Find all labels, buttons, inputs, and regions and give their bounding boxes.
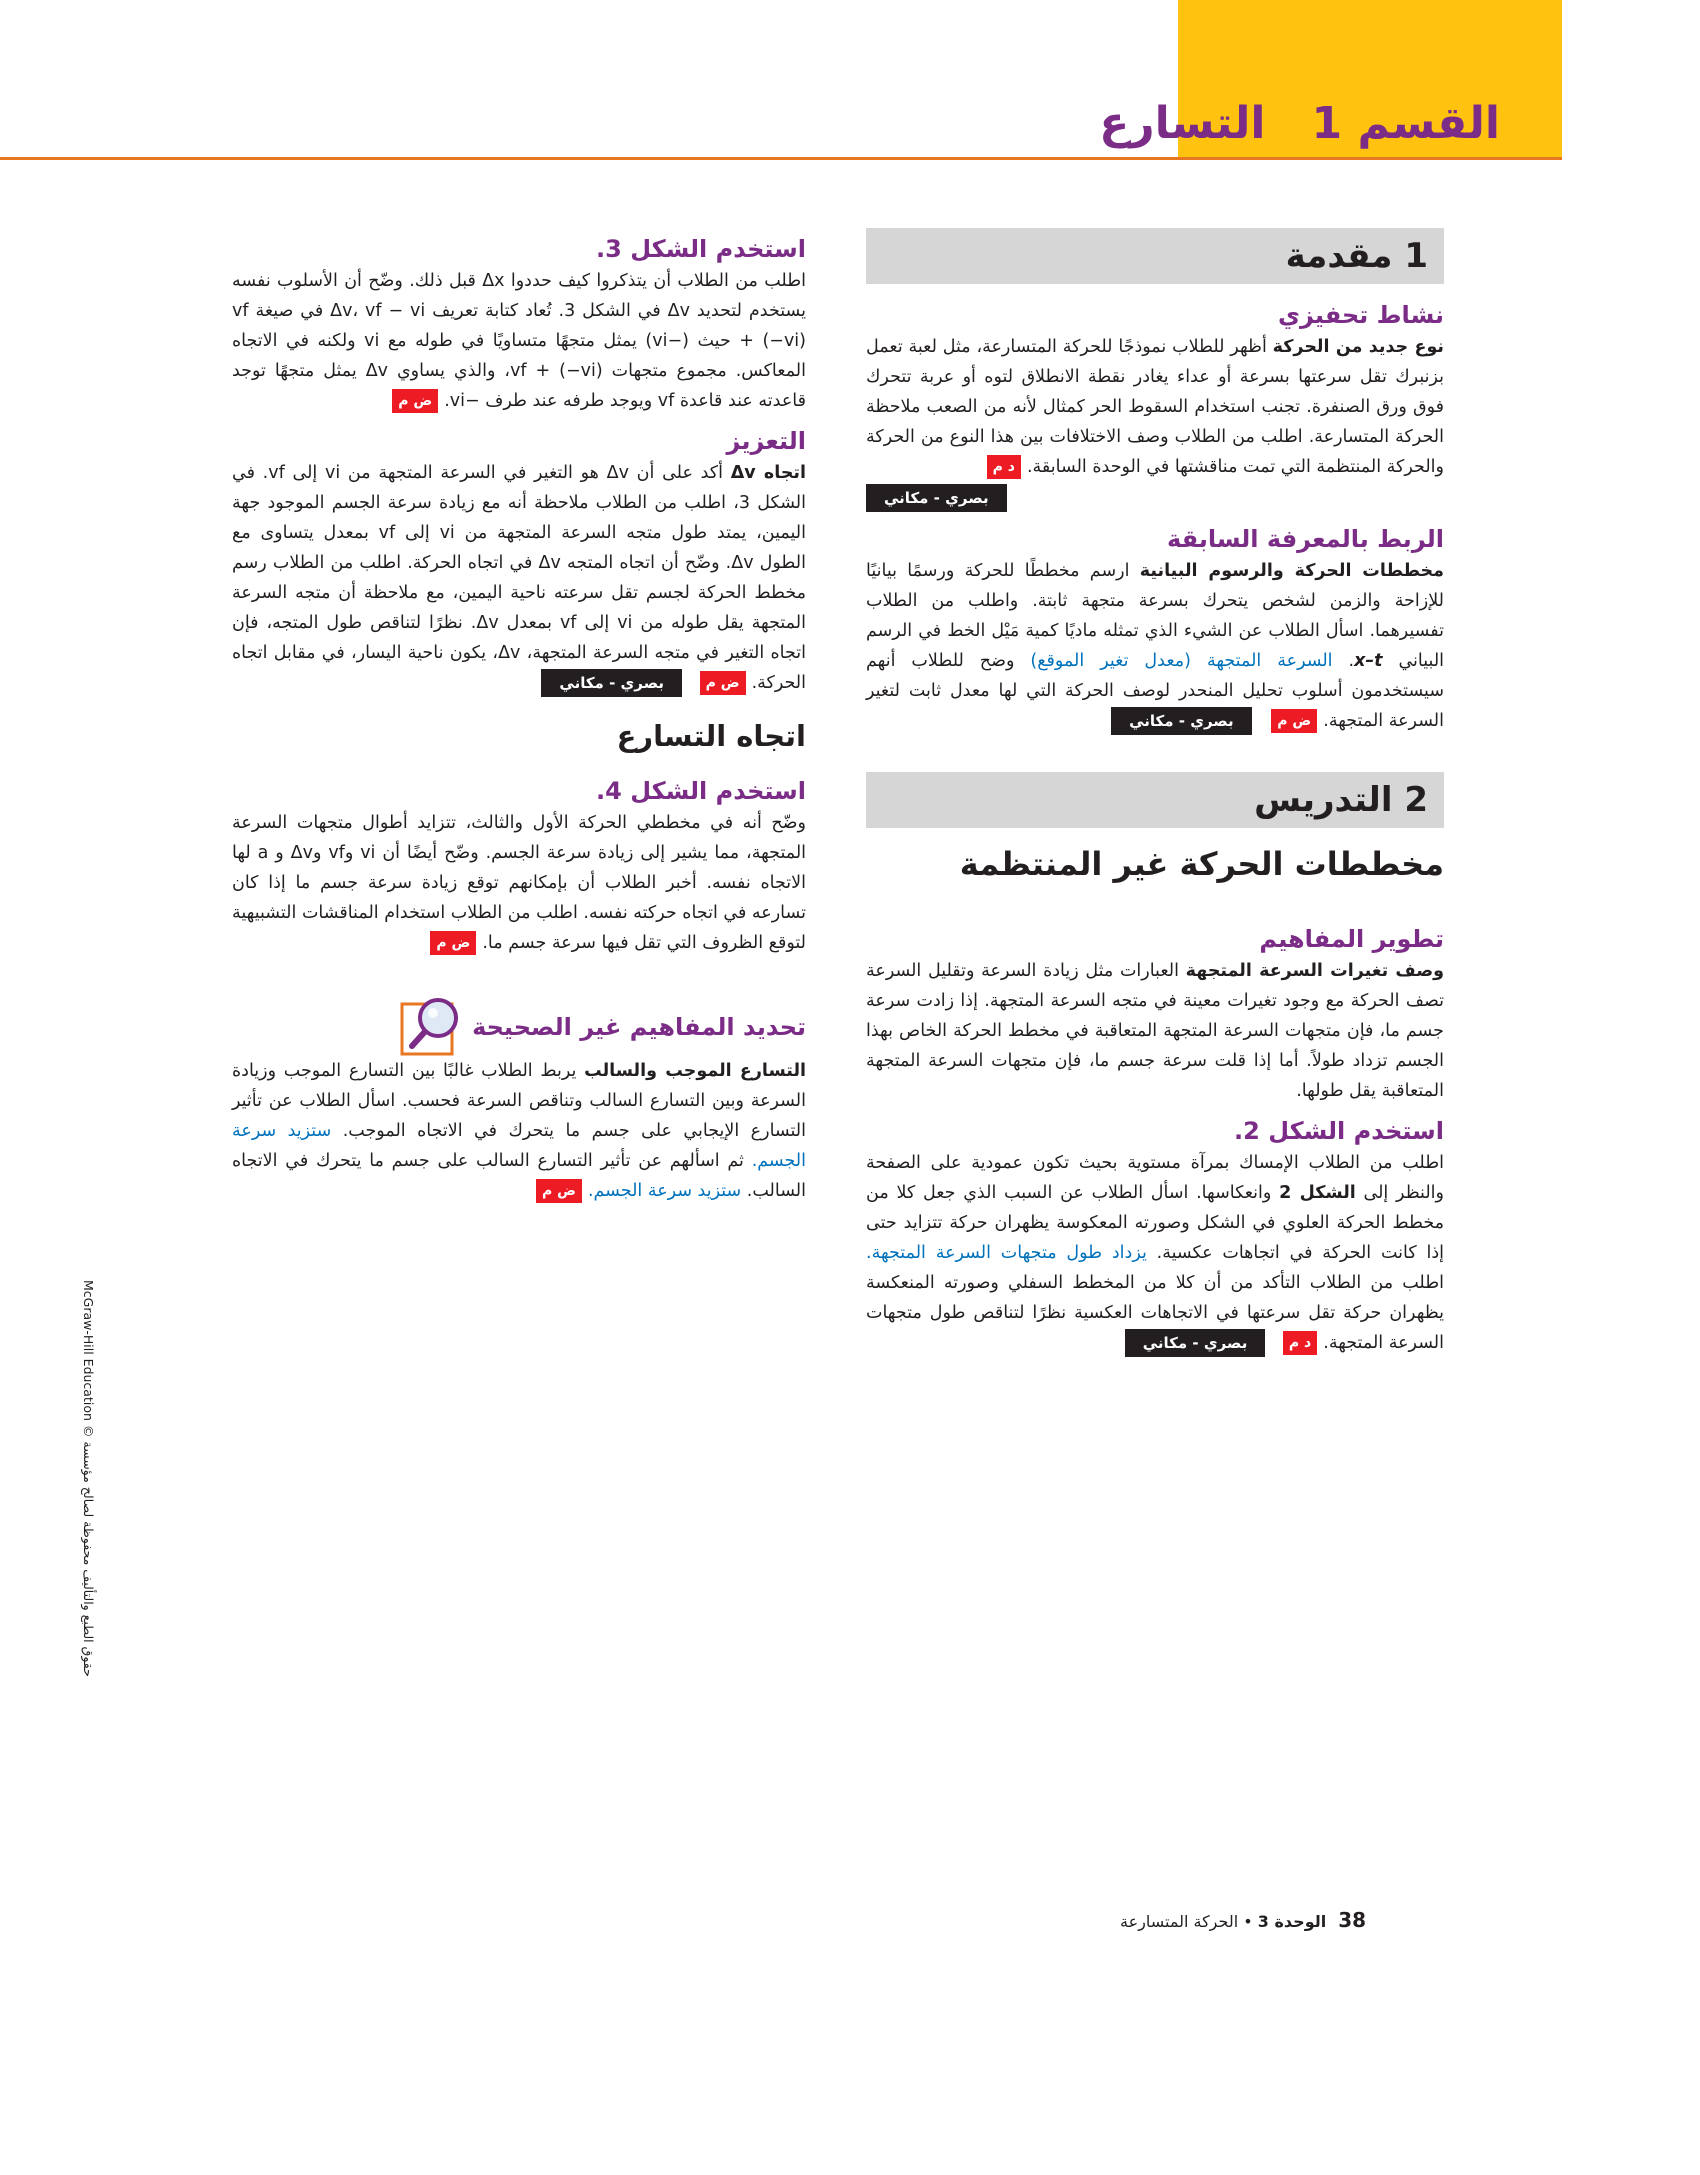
badge-black: بصري - مكاني: [1125, 1329, 1266, 1357]
reinforce-title: التعزيز: [726, 427, 806, 455]
header-rule: [0, 157, 1562, 160]
section-bar-teach: 2 التدريس: [866, 772, 1444, 828]
acceleration-direction-heading: اتجاه التسارع: [616, 719, 806, 753]
figure4-paragraph: وضّح أنه في مخططي الحركة الأول والثالث، تتزايد أطوال متجهات السرعة المتجهة، مما يشير إلى زيادة سرعة الجسم. وضّح أيضًا أن vi وvf وΔv و a لها الاتجاه نفسه. أخبر الطلاب أن بإمكانهم توقع زيادة سرعة جسم ما إذا كان تسارعه في اتجاه حركته نفسه. اطلب من الطلاب استخدام المناقشات التشبيهية لتوقع الظروف التي تقل فيها سرعة جسم ما.ض م: [232, 813, 807, 953]
badge-red: ض م: [392, 389, 438, 413]
motivating-paragraph: نوع جديد من الحركة أظهر للطلاب نموذجًا للحركة المتسارعة، مثل لعبة تعمل بزنبرك تقل سرعتها بسرعة أو عداء يغادر نقطة الانطلاق لتوه أو عربة تتحرك فوق ورق الصنفرة. تجنب استخدام السقوط الحر كمثال لأنه من الصعب ملاحظة الحركة المتسارعة. اطلب من الطلاب وصف الاختلافات بين هذا النوع من الحركة والحركة المنتظمة التي تمت مناقشتها في الوحدة السابقة.د م: [866, 337, 1444, 477]
misconception-title: تحديد المفاهيم غير الصحيحة: [472, 1013, 806, 1041]
figure2-paragraph: اطلب من الطلاب الإمساك بمرآة مستوية بحيث تكون عمودية على الصفحة والنظر إلى الشكل 2 وانعكاسها. اسأل الطلاب عن السبب الذي جعل كلا من مخطط الحركة العلوي في الشكل وصورته المعكوسة يظهران حركة تتزايد حتى إذا كانت الحركة في اتجاهات عكسية. يزداد طول متجهات السرعة المتجهة. اطلب من الطلاب التأكد من أن كلا من المخطط السفلي وصورته المنعكسة يظهران حركة تقل سرعتها في الاتجاهات العكسية نظرًا لتناقص طول متجهات السرعة المتجهة.د م بصري - مكاني: [866, 1148, 1444, 1358]
page-header: [1099, 98, 1500, 149]
badge-red: د م: [1283, 1331, 1317, 1355]
misconception-header: [232, 994, 806, 1056]
badge-red: ض م: [700, 671, 746, 695]
motivating-title: نشاط تحفيزي: [1277, 301, 1444, 329]
figure3-title: استخدم الشكل 3.: [596, 235, 806, 263]
figure3-paragraph: اطلب من الطلاب أن يتذكروا كيف حددوا Δx قبل ذلك. وضّح أن الأسلوب نفسه يستخدم لتحديد Δv في الشكل 3. تُعاد كتابة تعريف Δv، vf − vi في صيغة vf + (−vi) حيث (−vi) يمثل متجهًا متساويًا في طوله مع vi ولكنه في الاتجاه المعاكس. مجموع متجهات vf + (−vi)، والذي يساوي Δv يمثل متجهًا توجد قاعدته عند قاعدة vf ويوجد طرفه عند طرف −vi.ض م: [232, 271, 807, 411]
figure2-title: استخدم الشكل 2.: [1234, 1117, 1444, 1145]
unit-name: الحركة المتسارعة: [1120, 1912, 1239, 1931]
magnifier-icon: [400, 994, 462, 1056]
reinforce-paragraph: اتجاه Δv أكد على أن Δv هو التغير في السرعة المتجهة من vi إلى vf. في الشكل 3، اطلب من الطلاب ملاحظة أنه مع زيادة سرعة الجسم الموجود جهة اليمين، يمتد طول متجه السرعة المتجهة من vi إلى vf بمعدل يتساوى مع الطول Δv. وضّح أن اتجاه المتجه Δv في اتجاه الحركة. اطلب من الطلاب رسم مخطط الحركة لجسم تقل سرعته ناحية اليمين، مع ملاحظة أن متجه السرعة المتجهة يقل طوله من vi إلى vf بمعدل Δv. نظرًا لتناقص طول المتجه، فإن اتجاه التغير في متجه السرعة المتجهة، Δv، يكون ناحية اليسار، في مقابل اتجاه الحركة.ض م بصري - مكاني: [232, 458, 806, 698]
prior-knowledge-title: الربط بالمعرفة السابقة: [1167, 525, 1444, 553]
badge-red: ض م: [430, 931, 476, 955]
motion-diagrams-heading: مخططات الحركة غير المنتظمة: [959, 845, 1444, 883]
page-footer: 38الوحدة 3 • الحركة المتسارعة: [1120, 1908, 1367, 1932]
left-column: [232, 228, 806, 1206]
badge-black: بصري - مكاني: [1111, 707, 1252, 735]
unit-label: الوحدة 3: [1257, 1912, 1327, 1931]
develop-concepts-title: تطوير المفاهيم: [1259, 925, 1444, 953]
figure4-title: استخدم الشكل 4.: [596, 777, 806, 805]
badge-red: د م: [987, 455, 1021, 479]
prior-knowledge-paragraph: مخططات الحركة والرسوم البيانية ارسم مخططًا للحركة ورسمًا بيانيًا للإزاحة والزمن لشخص يتحرك بسرعة متجهة ثابتة. واطلب من الطلاب تفسيرهما. اسأل الطلاب عن الشيء الذي تمثله ماديًا كمية مَيْل الخط في الرسم البياني x–t. السرعة المتجهة (معدل تغير الموقع) وضح للطلاب أنهم سيستخدمون أسلوب تحليل المنحدر لوصف الحركة التي لها معدل ثابت لتغير السرعة المتجهة.ض م بصري - مكاني: [866, 556, 1444, 736]
section-label: القسم 1: [1311, 98, 1500, 149]
right-column: [866, 228, 1444, 1358]
section-bar-intro: 1 مقدمة: [866, 228, 1444, 284]
misconception-paragraph: التسارع الموجب والسالب يربط الطلاب غالبًا بين التسارع الموجب وزيادة السرعة وبين التسارع السالب وتناقص السرعة فحسب. اسأل الطلاب عن تأثير التسارع الإيجابي على جسم ما يتحرك في الاتجاه الموجب. ستزيد سرعة الجسم. ثم اسألهم عن تأثير التسارع السالب على جسم ما يتحرك في الاتجاه السالب. ستزيد سرعة الجسم.ض م: [232, 1061, 807, 1201]
page-number: 38: [1338, 1908, 1367, 1932]
badge-black: بصري - مكاني: [541, 669, 682, 697]
badge-red: ض م: [536, 1179, 582, 1203]
badge-red: ض م: [1271, 709, 1317, 733]
develop-concepts-paragraph: وصف تغيرات السرعة المتجهة العبارات مثل زيادة السرعة وتقليل السرعة تصف الحركة مع وجود تغيرات معينة في متجه السرعة المتجهة. إذا زادت سرعة جسم ما، فإن متجهات السرعة المتجهة المتعاقبة في مخطط الحركة الخاص بهذا الجسم تزداد طولاً. أما إذا قلت سرعة جسم ما، فإن متجهات السرعة المتجهة المتعاقبة يقل طولها.: [866, 961, 1444, 1101]
copyright-credit: McGraw-Hill Education © حقوق الطبع والتأليف محفوظة لصالح مؤسسة: [81, 1280, 96, 1677]
page-title: التسارع: [1099, 98, 1266, 149]
badge-black: بصري - مكاني: [866, 484, 1007, 512]
